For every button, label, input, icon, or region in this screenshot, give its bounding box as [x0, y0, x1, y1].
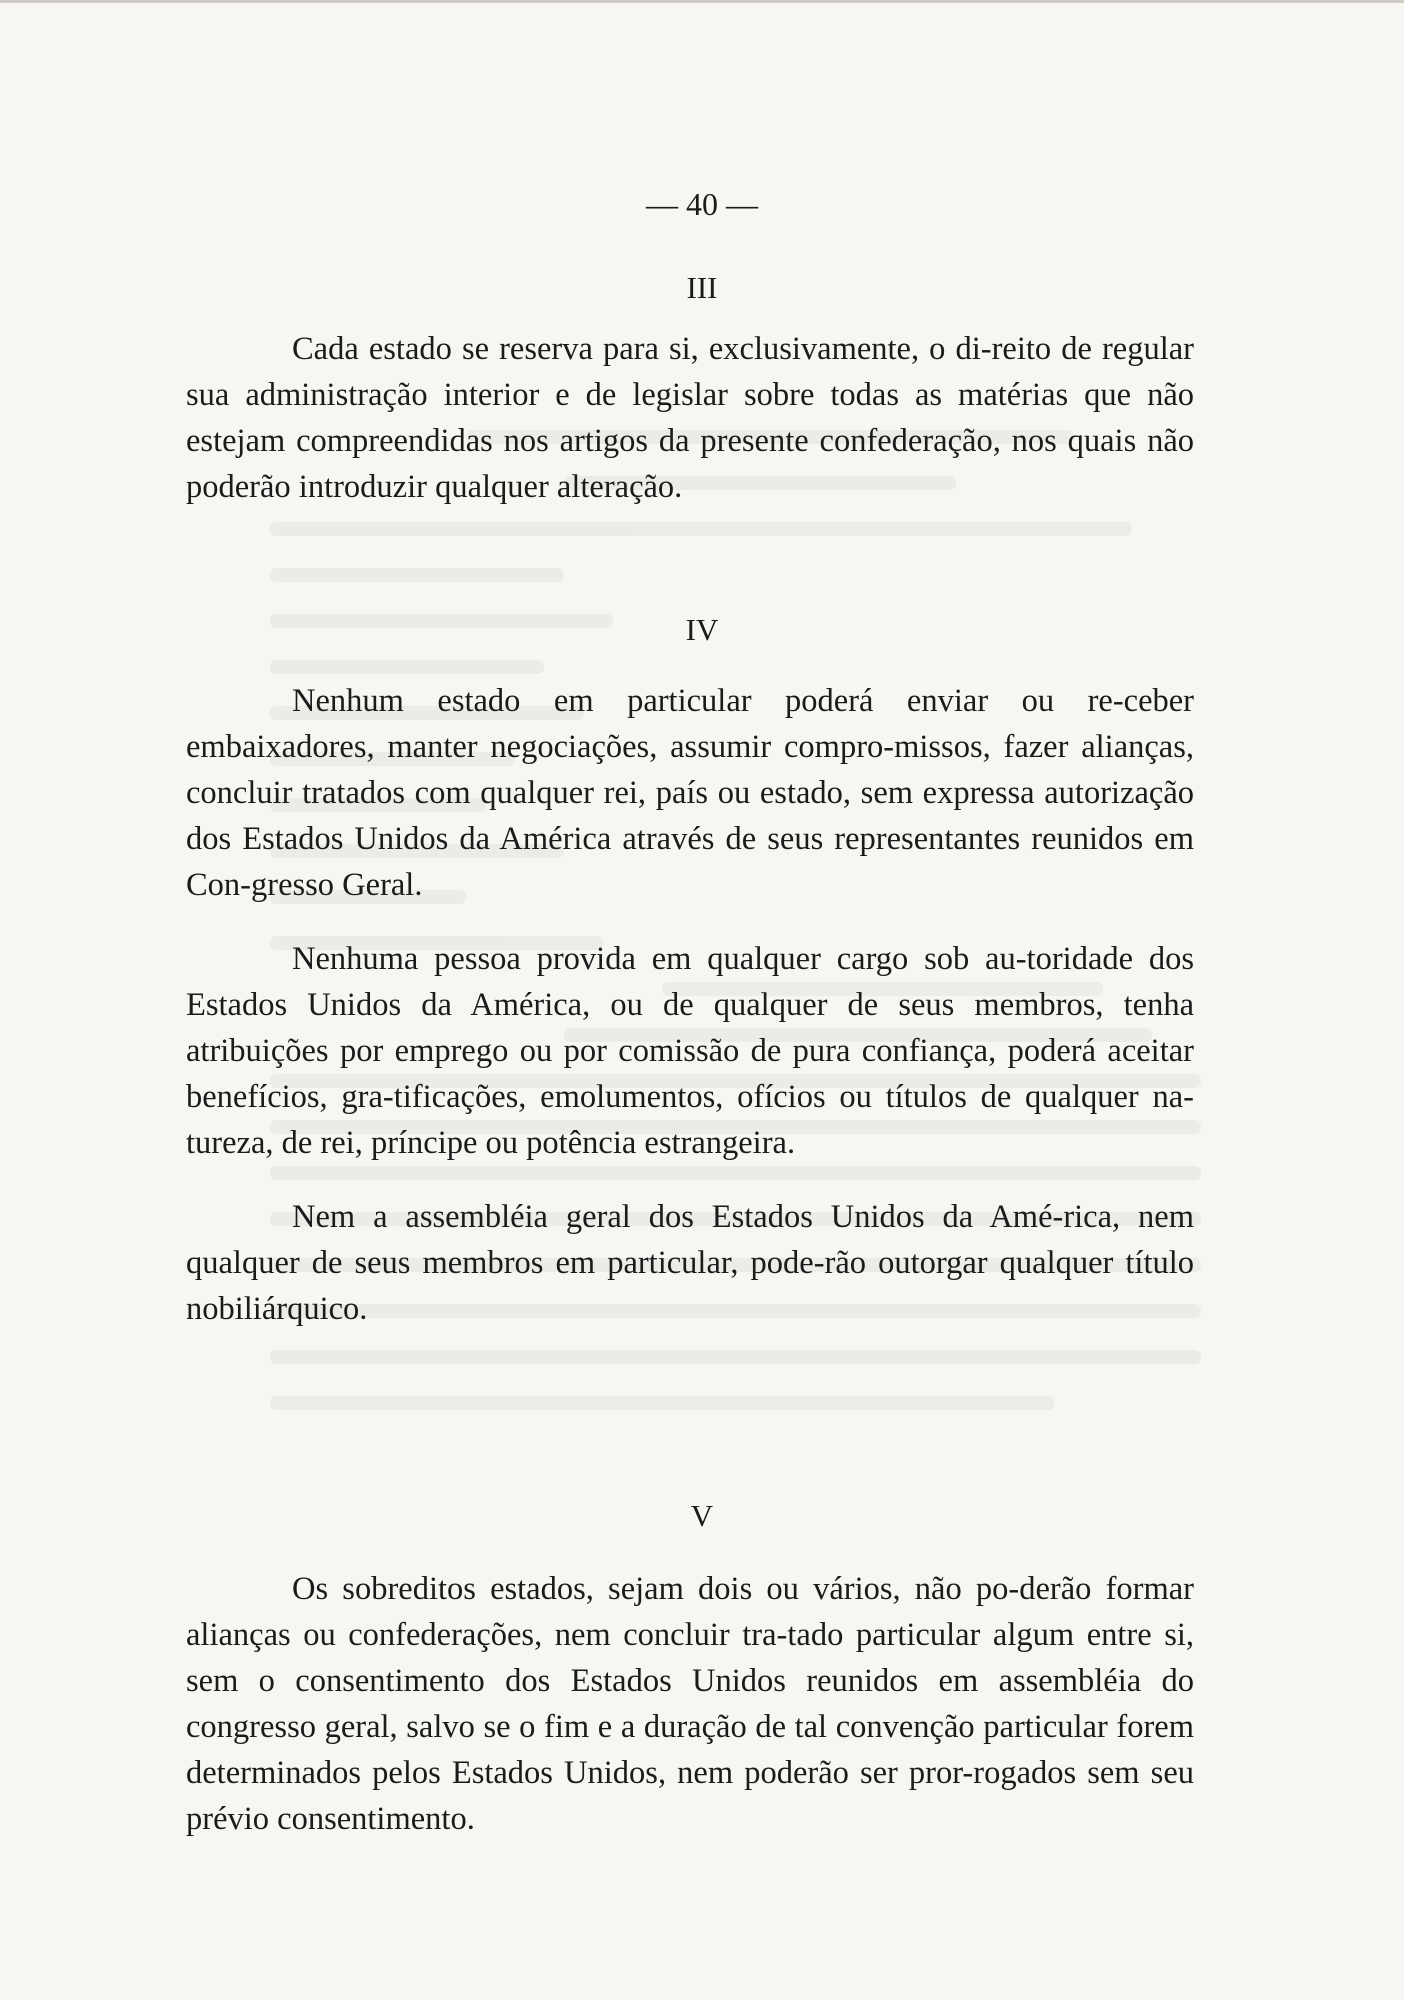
section-iii-body	[186, 326, 1194, 510]
section-heading-iv: IV	[685, 612, 719, 647]
paragraph: Cada estado se reserva para si, exclusivamente, o di-reito de regular sua administração interior e de legislar sobre todas as matérias que não estejam compreendidas nos artigos da presente confederação, nos quais não poderão introduzir qualquer alteração.	[186, 331, 1194, 505]
paragraph: Os sobreditos estados, sejam dois ou vários, não po-derão formar alianças ou confederações, nem concluir tra-tado particular algum entre si, sem o consentimento dos Estados Unidos reunidos em assembléia do congresso geral, salvo se o fim e a duração de tal convenção particular forem determinados pelos Estados Unidos, nem poderão ser pror-rogados sem seu prévio consentimento.	[186, 1571, 1194, 1837]
section-v-body	[186, 1566, 1194, 1842]
paragraph: Nenhuma pessoa provida em qualquer cargo sob au-toridade dos Estados Unidos da América, ou de qualquer de seus membros, tenha atribuições por emprego ou por comissão de pura confiança, poderá aceitar benefícios, gra-tificações, emolumentos, ofícios ou títulos de qualquer na-tureza, de rei, príncipe ou potência estrangeira.	[186, 941, 1194, 1161]
section-heading-iii: III	[686, 270, 718, 305]
section-heading-v: V	[690, 1498, 714, 1533]
page-edge	[0, 0, 1404, 3]
paragraph: Nenhum estado em particular poderá enviar ou re-ceber embaixadores, manter negociações, assumir compro-missos, fazer alianças, concluir tratados com qualquer rei, país ou estado, sem expressa autorização dos Estados Unidos da América através de seus representantes reunidos em Con-gresso Geral.	[186, 683, 1194, 903]
page-number: — 40 —	[646, 186, 758, 222]
section-iv-body	[186, 678, 1194, 1332]
paragraph: Nem a assembléia geral dos Estados Unidos da Amé-rica, nem qualquer de seus membros em particular, pode-rão outorgar qualquer título nobiliárquico.	[186, 1199, 1194, 1327]
